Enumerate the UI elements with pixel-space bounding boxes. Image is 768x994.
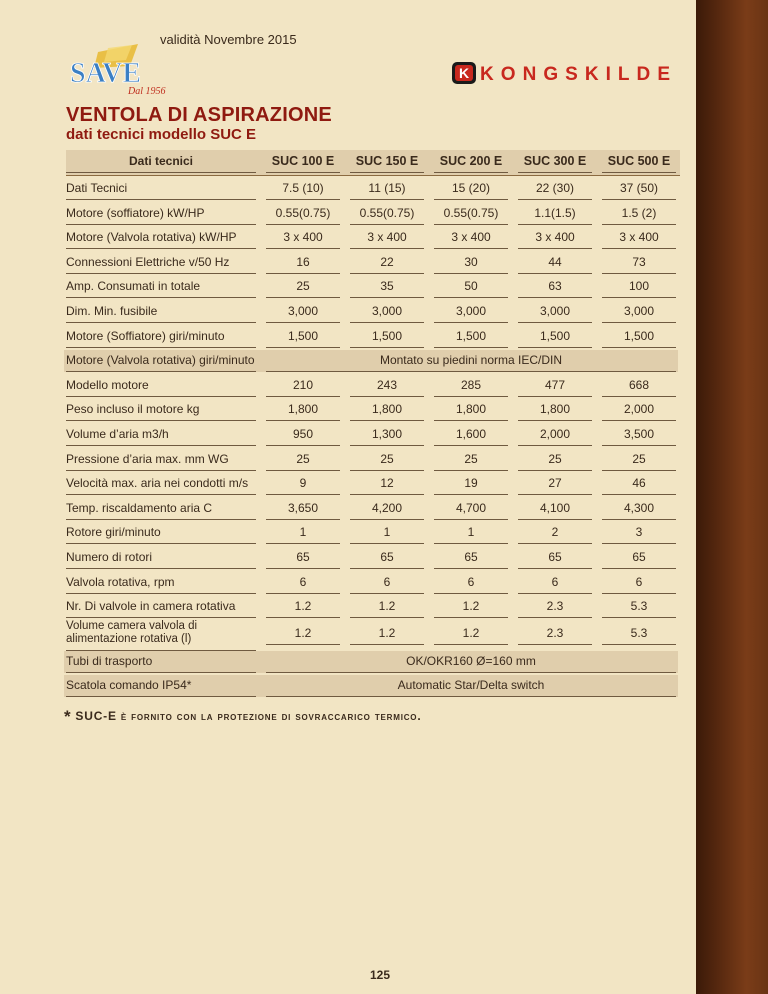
table-row [66, 349, 680, 374]
merged-value: Automatic Star/Delta switch [266, 674, 676, 697]
row-label: Nr. Di valvole in camera rotativa [66, 595, 256, 618]
table-row [66, 423, 680, 448]
table-cell: 285 [434, 374, 508, 397]
table-cell: 7.5 (10) [266, 177, 340, 200]
table-row [66, 251, 680, 276]
row-label: Numero di rotori [66, 546, 256, 569]
table-cell: 1.2 [350, 622, 424, 645]
table-cell: 1.2 [434, 595, 508, 618]
table-cell: 3 x 400 [266, 226, 340, 249]
table-cell: 1 [434, 521, 508, 544]
table-cell: 1.2 [350, 595, 424, 618]
row-label: Motore (Valvola rotativa) kW/HP [66, 226, 256, 249]
table-header-row [66, 150, 680, 175]
table-cell: 4,700 [434, 497, 508, 520]
table-cell: 9 [266, 472, 340, 495]
table-cell: 3,000 [350, 300, 424, 323]
table-cell: 1.2 [266, 622, 340, 645]
table-cell: 63 [518, 275, 592, 298]
table-cell: 65 [518, 546, 592, 569]
table-cell: 3 x 400 [518, 226, 592, 249]
table-cell: 65 [266, 546, 340, 569]
table-row [66, 620, 680, 650]
table-cell: 1,500 [266, 325, 340, 348]
save-logo [68, 44, 178, 100]
table-cell: 6 [602, 571, 676, 594]
table-cell: 1,500 [518, 325, 592, 348]
row-label: Volume d’aria m3/h [66, 423, 256, 446]
table-row [66, 546, 680, 571]
table-cell: 19 [434, 472, 508, 495]
column-header: SUC 200 E [434, 150, 508, 173]
table-row [66, 300, 680, 325]
table-cell: 477 [518, 374, 592, 397]
row-label: Motore (Soffiatore) giri/minuto [66, 325, 256, 348]
footnote-marker: * [64, 707, 72, 726]
table-row [66, 674, 680, 699]
table-cell: 12 [350, 472, 424, 495]
table-cell: 25 [350, 448, 424, 471]
table-row [66, 202, 680, 227]
column-header: SUC 500 E [602, 150, 676, 173]
table-cell: 2,000 [602, 398, 676, 421]
table-cell: 65 [350, 546, 424, 569]
table-row [66, 374, 680, 399]
table-cell: 3 [602, 521, 676, 544]
table-cell: 1 [266, 521, 340, 544]
table-cell: 25 [266, 448, 340, 471]
table-cell: 3,000 [434, 300, 508, 323]
table-cell: 2,000 [518, 423, 592, 446]
table-cell: 3 x 400 [434, 226, 508, 249]
table-cell: 1,500 [350, 325, 424, 348]
table-row [66, 650, 680, 675]
row-label: Dati Tecnici [66, 177, 256, 200]
table-cell: 0.55(0.75) [350, 202, 424, 225]
table-cell: 1 [350, 521, 424, 544]
table-cell: 25 [518, 448, 592, 471]
column-header: SUC 300 E [518, 150, 592, 173]
footnote [64, 707, 421, 727]
table-cell: 50 [434, 275, 508, 298]
table-cell: 210 [266, 374, 340, 397]
table-row [66, 497, 680, 522]
table-cell: 0.55(0.75) [266, 202, 340, 225]
table-cell: 35 [350, 275, 424, 298]
decorative-sidebar [696, 0, 768, 994]
table-cell: 25 [602, 448, 676, 471]
table-cell: 1.2 [434, 622, 508, 645]
row-label: Rotore giri/minuto [66, 521, 256, 544]
row-label: Dim. Min. fusibile [66, 300, 256, 323]
row-label: Motore (soffiatore) kW/HP [66, 202, 256, 225]
save-logo-text: SAVE [70, 58, 142, 89]
table-row [66, 595, 680, 620]
table-cell: 16 [266, 251, 340, 274]
row-label: Motore (Valvola rotativa) giri/minuto [66, 349, 256, 372]
row-label: Volume camera valvola di alimentazione rotativa (l) [66, 620, 256, 651]
row-label: Temp. riscaldamento aria C [66, 497, 256, 520]
table-cell: 37 (50) [602, 177, 676, 200]
table-cell: 11 (15) [350, 177, 424, 200]
table-cell: 6 [518, 571, 592, 594]
table-cell: 3,000 [266, 300, 340, 323]
table-cell: 1,800 [350, 398, 424, 421]
table-cell: 100 [602, 275, 676, 298]
table-cell: 4,300 [602, 497, 676, 520]
save-logo-sub: Dal 1956 [128, 86, 166, 97]
table-cell: 3,500 [602, 423, 676, 446]
row-label: Valvola rotativa, rpm [66, 571, 256, 594]
table-cell: 30 [434, 251, 508, 274]
table-cell: 3 x 400 [350, 226, 424, 249]
table-cell: 1,800 [266, 398, 340, 421]
table-cell: 4,200 [350, 497, 424, 520]
table-cell: 46 [602, 472, 676, 495]
merged-value: Montato su piedini norma IEC/DIN [266, 349, 676, 372]
table-cell: 25 [434, 448, 508, 471]
table-cell: 1,300 [350, 423, 424, 446]
kongskilde-logo [452, 62, 672, 84]
table-cell: 3,000 [602, 300, 676, 323]
table-cell: 2.3 [518, 595, 592, 618]
table-cell: 1,800 [518, 398, 592, 421]
table-row [66, 177, 680, 202]
table-cell: 4,100 [518, 497, 592, 520]
table-cell: 1,600 [434, 423, 508, 446]
table-cell: 6 [350, 571, 424, 594]
table-row [66, 226, 680, 251]
row-label: Connessioni Elettriche v/50 Hz [66, 251, 256, 274]
page-subtitle: dati tecnici modello SUC E [66, 126, 257, 143]
table-cell: 1.2 [266, 595, 340, 618]
column-header-label: Dati tecnici [66, 150, 256, 173]
table-cell: 65 [602, 546, 676, 569]
table-row [66, 398, 680, 423]
table-cell: 2 [518, 521, 592, 544]
table-cell: 950 [266, 423, 340, 446]
table-row [66, 521, 680, 546]
table-cell: 73 [602, 251, 676, 274]
table-cell: 668 [602, 374, 676, 397]
row-label: Tubi di trasporto [66, 650, 256, 673]
column-header: SUC 100 E [266, 150, 340, 173]
row-label: Amp. Consumati in totale [66, 275, 256, 298]
table-row [66, 571, 680, 596]
table-cell: 1,500 [434, 325, 508, 348]
table-cell: 1,500 [602, 325, 676, 348]
table-cell: 6 [266, 571, 340, 594]
table-cell: 1.1(1.5) [518, 202, 592, 225]
page-title: VENTOLA DI ASPIRAZIONE [66, 104, 332, 126]
table-cell: 44 [518, 251, 592, 274]
table-cell: 1.5 (2) [602, 202, 676, 225]
row-label: Scatola comando IP54* [66, 674, 256, 697]
table-cell: 25 [266, 275, 340, 298]
table-cell: 3 x 400 [602, 226, 676, 249]
table-row [66, 275, 680, 300]
table-cell: 0.55(0.75) [434, 202, 508, 225]
table-cell: 3,000 [518, 300, 592, 323]
validity-date: validità Novembre 2015 [160, 32, 297, 47]
table-cell: 65 [434, 546, 508, 569]
table-cell: 15 (20) [434, 177, 508, 200]
table-cell: 27 [518, 472, 592, 495]
specs-table [66, 150, 680, 699]
table-cell: 2.3 [518, 622, 592, 645]
table-row [66, 448, 680, 473]
table-cell: 22 [350, 251, 424, 274]
table-cell: 243 [350, 374, 424, 397]
table-cell: 6 [434, 571, 508, 594]
row-label: Pressione d’aria max. mm WG [66, 448, 256, 471]
row-label: Velocità max. aria nei condotti m/s [66, 472, 256, 495]
table-cell: 5.3 [602, 622, 676, 645]
table-cell: 22 (30) [518, 177, 592, 200]
table-row [66, 325, 680, 350]
table-cell: 5.3 [602, 595, 676, 618]
row-label: Modello motore [66, 374, 256, 397]
table-body [66, 177, 680, 699]
footnote-text: SUC-E è fornito con la protezione di sovraccarico termico. [75, 709, 422, 723]
merged-value: OK/OKR160 Ø=160 mm [266, 650, 676, 673]
column-header: SUC 150 E [350, 150, 424, 173]
svg-text:K: K [459, 65, 470, 81]
page-number: 125 [370, 968, 391, 982]
table-cell: 3,650 [266, 497, 340, 520]
table-row [66, 472, 680, 497]
table-cell: 1,800 [434, 398, 508, 421]
kongskilde-logo-text: KONGSKILDE [480, 64, 670, 84]
row-label: Peso incluso il motore kg [66, 398, 256, 421]
